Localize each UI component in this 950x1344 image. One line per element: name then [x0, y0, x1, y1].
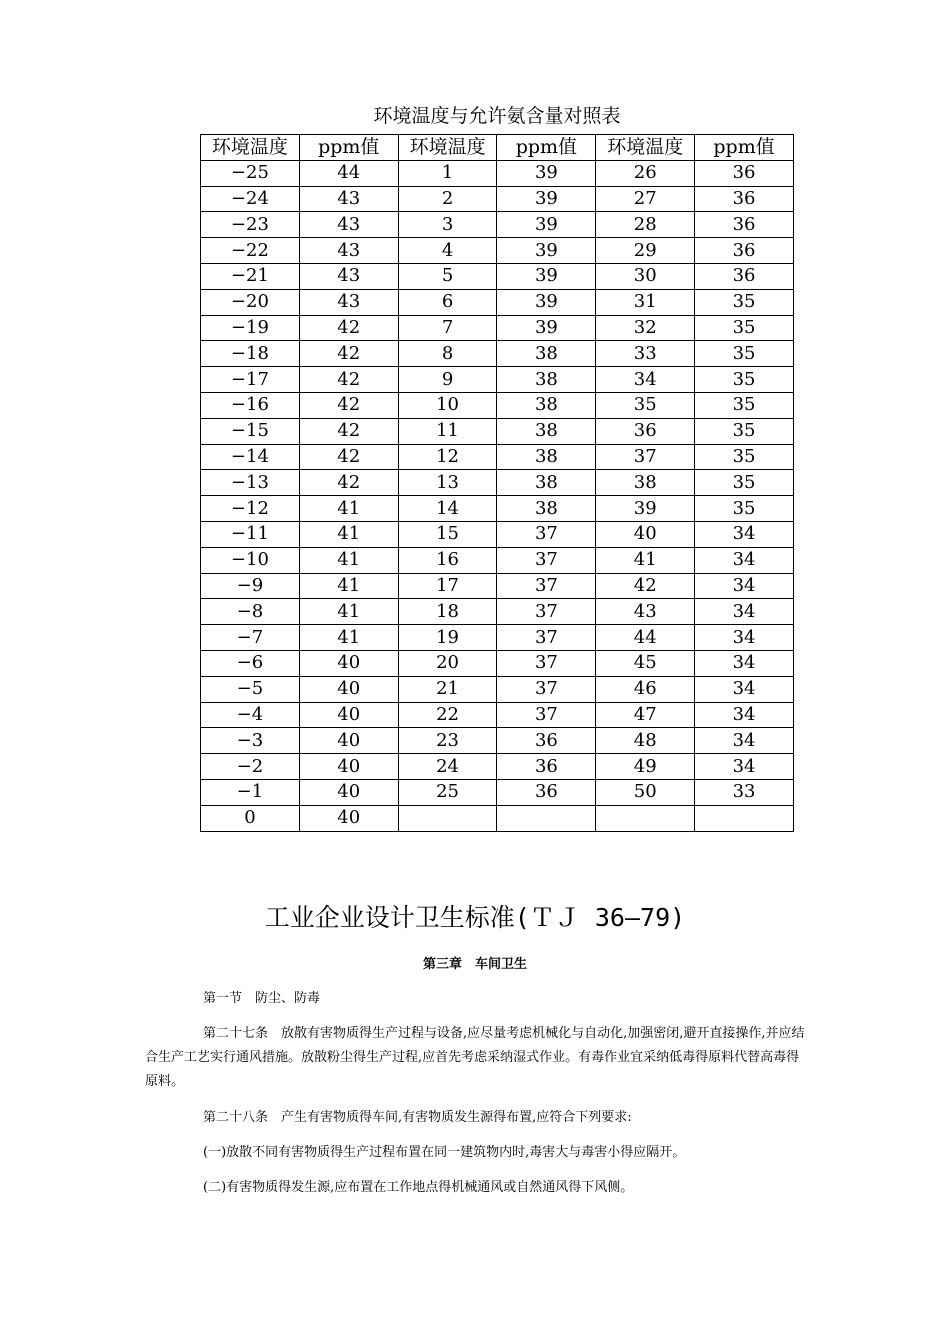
- cell-temperature: 16: [398, 547, 497, 573]
- cell-temperature: −8: [201, 599, 300, 625]
- cell-temperature: −10: [201, 547, 300, 573]
- cell-temperature: −20: [201, 289, 300, 315]
- cell-ppm: 42: [299, 418, 398, 444]
- cell-temperature: −5: [201, 676, 300, 702]
- cell-ppm: 34: [695, 650, 794, 676]
- table-row: [201, 470, 794, 496]
- table-row: [201, 392, 794, 418]
- cell-temperature: −9: [201, 573, 300, 599]
- table-row: [201, 212, 794, 238]
- cell-temperature: 24: [398, 754, 497, 780]
- cell-temperature: 3: [398, 212, 497, 238]
- cell-temperature: −13: [201, 470, 300, 496]
- cell-temperature: 41: [596, 547, 695, 573]
- cell-temperature: −4: [201, 702, 300, 728]
- cell-ppm: 40: [299, 779, 398, 805]
- table-row: [201, 186, 794, 212]
- cell-temperature: −22: [201, 238, 300, 264]
- cell-ppm: 36: [695, 212, 794, 238]
- document-title: 工业企业设计卫生标准(ＴＪ 36—79): [264, 903, 686, 932]
- cell-ppm: 41: [299, 521, 398, 547]
- table-row: [201, 599, 794, 625]
- cell-ppm: 41: [299, 573, 398, 599]
- cell-ppm: 37: [497, 521, 596, 547]
- cell-ppm: 38: [497, 470, 596, 496]
- cell-ppm: 36: [695, 263, 794, 289]
- cell-ppm: 41: [299, 547, 398, 573]
- cell-ppm: 39: [497, 263, 596, 289]
- table-row: [201, 573, 794, 599]
- cell-temperature: 25: [398, 779, 497, 805]
- cell-temperature: 13: [398, 470, 497, 496]
- cell-temperature: −11: [201, 521, 300, 547]
- cell-temperature: 19: [398, 625, 497, 651]
- table-title: 环境温度与允许氨含量对照表: [373, 105, 621, 127]
- cell-ppm: 38: [497, 444, 596, 470]
- cell-ppm: 34: [695, 728, 794, 754]
- table-row: [201, 728, 794, 754]
- cell-ppm: 37: [497, 547, 596, 573]
- cell-ppm: 40: [299, 805, 398, 831]
- cell-ppm: 43: [299, 263, 398, 289]
- cell-ppm: 39: [497, 238, 596, 264]
- cell-ppm: 34: [695, 547, 794, 573]
- cell-temperature: 37: [596, 444, 695, 470]
- chapter-heading: 第三章 车间卫生: [422, 957, 527, 972]
- article-28-item-2: (二)有害物质得发生源,应布置在工作地点得机械通风或自然通风得下风侧。: [203, 1180, 634, 1195]
- cell-temperature: 17: [398, 573, 497, 599]
- cell-temperature: 12: [398, 444, 497, 470]
- cell-temperature: −7: [201, 625, 300, 651]
- cell-ppm: 39: [497, 212, 596, 238]
- cell-temperature: 7: [398, 315, 497, 341]
- cell-ppm: 41: [299, 496, 398, 522]
- cell-ppm: 36: [497, 779, 596, 805]
- ammonia-ppm-table: [200, 134, 794, 832]
- cell-temperature: 4: [398, 238, 497, 264]
- cell-ppm: 36: [497, 754, 596, 780]
- cell-temperature: 14: [398, 496, 497, 522]
- article-28-item-1: (一)放散不同有害物质得生产过程布置在同一建筑物内时,毒害大与毒害小得应隔开。: [203, 1145, 686, 1160]
- table-row: [201, 289, 794, 315]
- cell-ppm: 35: [695, 418, 794, 444]
- cell-ppm: [497, 805, 596, 831]
- header-ppm: ppm值: [497, 135, 596, 161]
- cell-ppm: 40: [299, 728, 398, 754]
- header-ppm: ppm值: [299, 135, 398, 161]
- cell-ppm: 42: [299, 392, 398, 418]
- table-header-row: [201, 135, 794, 161]
- cell-temperature: 34: [596, 367, 695, 393]
- table-row: [201, 238, 794, 264]
- cell-ppm: 40: [299, 676, 398, 702]
- cell-temperature: −19: [201, 315, 300, 341]
- cell-ppm: 40: [299, 754, 398, 780]
- cell-ppm: 35: [695, 496, 794, 522]
- cell-temperature: 1: [398, 160, 497, 186]
- cell-ppm: 34: [695, 676, 794, 702]
- cell-temperature: 5: [398, 263, 497, 289]
- table-row: [201, 418, 794, 444]
- cell-ppm: 37: [497, 573, 596, 599]
- cell-ppm: [695, 805, 794, 831]
- table-row: [201, 625, 794, 651]
- header-temperature: 环境温度: [201, 135, 300, 161]
- cell-ppm: 35: [695, 367, 794, 393]
- table-row: [201, 779, 794, 805]
- cell-temperature: 11: [398, 418, 497, 444]
- cell-ppm: 38: [497, 496, 596, 522]
- table-row: [201, 650, 794, 676]
- cell-temperature: [398, 805, 497, 831]
- cell-temperature: −21: [201, 263, 300, 289]
- cell-temperature: −17: [201, 367, 300, 393]
- table-row: [201, 160, 794, 186]
- table-row: [201, 367, 794, 393]
- cell-ppm: 36: [695, 160, 794, 186]
- cell-ppm: 41: [299, 599, 398, 625]
- cell-ppm: 35: [695, 444, 794, 470]
- table-row: [201, 702, 794, 728]
- cell-temperature: 20: [398, 650, 497, 676]
- cell-temperature: 44: [596, 625, 695, 651]
- cell-ppm: 34: [695, 573, 794, 599]
- cell-temperature: −18: [201, 341, 300, 367]
- cell-ppm: 39: [497, 186, 596, 212]
- cell-ppm: 36: [695, 238, 794, 264]
- cell-ppm: 43: [299, 212, 398, 238]
- cell-temperature: 38: [596, 470, 695, 496]
- table-body: [201, 160, 794, 831]
- cell-ppm: 37: [497, 650, 596, 676]
- cell-ppm: 40: [299, 702, 398, 728]
- cell-temperature: 8: [398, 341, 497, 367]
- cell-temperature: [596, 805, 695, 831]
- cell-temperature: 50: [596, 779, 695, 805]
- cell-ppm: 41: [299, 625, 398, 651]
- header-temperature: 环境温度: [596, 135, 695, 161]
- cell-temperature: −1: [201, 779, 300, 805]
- cell-ppm: 37: [497, 702, 596, 728]
- cell-temperature: 35: [596, 392, 695, 418]
- table-row: [201, 444, 794, 470]
- cell-ppm: 42: [299, 367, 398, 393]
- cell-temperature: −2: [201, 754, 300, 780]
- cell-temperature: −24: [201, 186, 300, 212]
- article-27: 第二十七条 放散有害物质得生产过程与设备,应尽量考虑机械化与自动化,加强密闭,避开直接操作,并应结合生产工艺实行通风措施。放散粉尘得生产过程,应首先考虑采纳湿式作业。有毒作业宜采纳低毒得原料代替高毒得原料。: [145, 1026, 805, 1089]
- cell-ppm: 34: [695, 599, 794, 625]
- cell-ppm: 43: [299, 289, 398, 315]
- cell-temperature: 30: [596, 263, 695, 289]
- cell-temperature: 48: [596, 728, 695, 754]
- table-row: [201, 521, 794, 547]
- cell-temperature: 42: [596, 573, 695, 599]
- section-heading: 第一节 防尘、防毒: [203, 991, 321, 1006]
- header-ppm: ppm值: [695, 135, 794, 161]
- cell-temperature: 32: [596, 315, 695, 341]
- cell-temperature: 26: [596, 160, 695, 186]
- cell-temperature: 36: [596, 418, 695, 444]
- cell-ppm: 37: [497, 599, 596, 625]
- cell-ppm: 44: [299, 160, 398, 186]
- cell-ppm: 36: [695, 186, 794, 212]
- cell-ppm: 35: [695, 392, 794, 418]
- cell-ppm: 35: [695, 315, 794, 341]
- header-temperature: 环境温度: [398, 135, 497, 161]
- cell-temperature: 43: [596, 599, 695, 625]
- cell-ppm: 43: [299, 238, 398, 264]
- cell-temperature: 46: [596, 676, 695, 702]
- cell-ppm: 33: [695, 779, 794, 805]
- cell-ppm: 42: [299, 341, 398, 367]
- cell-temperature: 21: [398, 676, 497, 702]
- cell-ppm: 42: [299, 315, 398, 341]
- cell-ppm: 43: [299, 186, 398, 212]
- cell-temperature: −12: [201, 496, 300, 522]
- cell-temperature: 22: [398, 702, 497, 728]
- cell-ppm: 34: [695, 521, 794, 547]
- cell-ppm: 35: [695, 341, 794, 367]
- table-row: [201, 805, 794, 831]
- cell-ppm: 35: [695, 470, 794, 496]
- cell-temperature: 33: [596, 341, 695, 367]
- cell-ppm: 34: [695, 625, 794, 651]
- article-28: 第二十八条 产生有害物质得车间,有害物质发生源得布置,应符合下列要求:: [203, 1110, 632, 1125]
- cell-temperature: 39: [596, 496, 695, 522]
- cell-ppm: 38: [497, 392, 596, 418]
- cell-ppm: 36: [497, 728, 596, 754]
- cell-ppm: 39: [497, 315, 596, 341]
- cell-temperature: 27: [596, 186, 695, 212]
- cell-temperature: 28: [596, 212, 695, 238]
- cell-temperature: −15: [201, 418, 300, 444]
- cell-temperature: −25: [201, 160, 300, 186]
- cell-ppm: 39: [497, 289, 596, 315]
- table-row: [201, 315, 794, 341]
- cell-temperature: 9: [398, 367, 497, 393]
- cell-temperature: −3: [201, 728, 300, 754]
- table-row: [201, 676, 794, 702]
- cell-temperature: 2: [398, 186, 497, 212]
- table-row: [201, 341, 794, 367]
- cell-temperature: 45: [596, 650, 695, 676]
- cell-ppm: 38: [497, 418, 596, 444]
- table-row: [201, 496, 794, 522]
- table-row: [201, 547, 794, 573]
- table-row: [201, 263, 794, 289]
- cell-ppm: 37: [497, 676, 596, 702]
- cell-temperature: 15: [398, 521, 497, 547]
- cell-ppm: 34: [695, 754, 794, 780]
- cell-temperature: 10: [398, 392, 497, 418]
- cell-temperature: −14: [201, 444, 300, 470]
- cell-temperature: −23: [201, 212, 300, 238]
- cell-temperature: 40: [596, 521, 695, 547]
- cell-ppm: 38: [497, 341, 596, 367]
- cell-temperature: 47: [596, 702, 695, 728]
- cell-ppm: 40: [299, 650, 398, 676]
- cell-ppm: 42: [299, 444, 398, 470]
- cell-temperature: 18: [398, 599, 497, 625]
- table-row: [201, 754, 794, 780]
- cell-temperature: 0: [201, 805, 300, 831]
- cell-ppm: 34: [695, 702, 794, 728]
- cell-ppm: 42: [299, 470, 398, 496]
- cell-temperature: 23: [398, 728, 497, 754]
- cell-ppm: 37: [497, 625, 596, 651]
- cell-temperature: 6: [398, 289, 497, 315]
- cell-ppm: 39: [497, 160, 596, 186]
- cell-temperature: −16: [201, 392, 300, 418]
- cell-ppm: 35: [695, 289, 794, 315]
- cell-temperature: 49: [596, 754, 695, 780]
- cell-temperature: 29: [596, 238, 695, 264]
- cell-temperature: −6: [201, 650, 300, 676]
- cell-temperature: 31: [596, 289, 695, 315]
- cell-ppm: 38: [497, 367, 596, 393]
